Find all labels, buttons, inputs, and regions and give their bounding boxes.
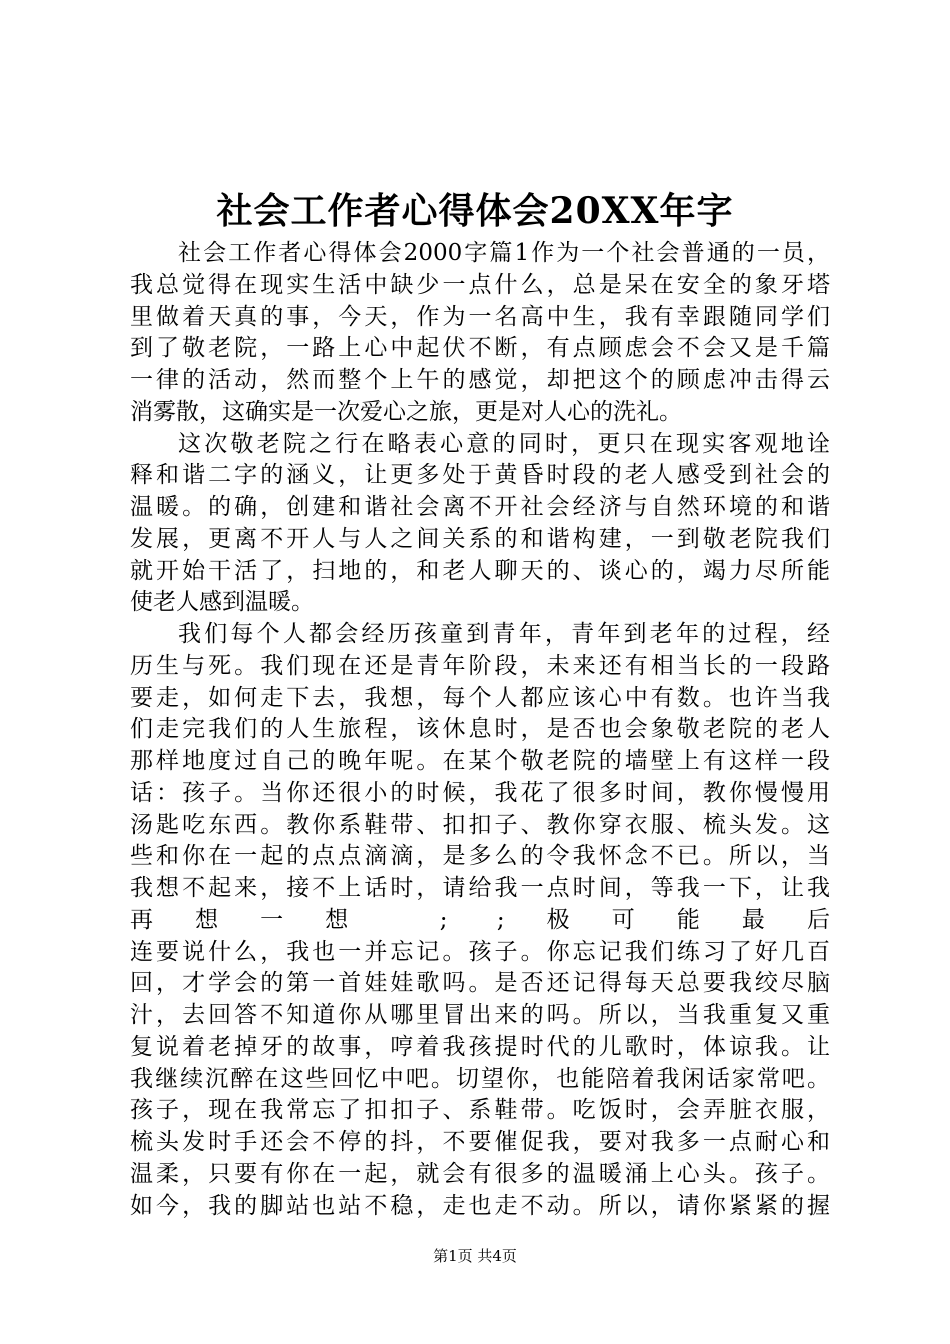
- text-line: 梳头发时手还会不停的抖，不要催促我，要对我多一点耐心和: [130, 1129, 830, 1155]
- document-title: 社会工作者心得体会20XX年字: [216, 190, 734, 232]
- text-line: 些和你在一起的点点滴滴，是多么的令我怀念不已。所以，当: [130, 843, 830, 870]
- text-line: 就开始干活了，扫地的，和老人聊天的、谈心的，竭力尽所能: [130, 557, 830, 584]
- text-line: 们走完我们的人生旅程，该休息时，是否也会象敬老院的老人: [130, 716, 830, 743]
- text-line: 话：孩子。当你还很小的时候，我花了很多时间，教你慢慢用: [130, 779, 830, 806]
- text-line: 里做着天真的事，今天，作为一名高中生，我有幸跟随同学们: [130, 303, 830, 330]
- text-line: 再想一想 ; ;极可能最后: [130, 906, 830, 933]
- text-line: 历生与死。我们现在还是青年阶段，未来还有相当长的一段路: [130, 652, 830, 679]
- text-line: 到了敬老院，一路上心中起伏不断，有点顾虑会不会又是千篇: [130, 335, 830, 362]
- text-line: 要走，如何走下去，我想，每个人都应该心中有数。也许当我: [130, 684, 830, 711]
- text-line: 那样地度过自己的晚年呢。在某个敬老院的墙壁上有这样一段: [130, 748, 830, 774]
- text-line: 消雾散，这确实是一次爱心之旅，更是对人心的洗礼。: [130, 398, 682, 425]
- text-line: 复说着老掉牙的故事，哼着我孩提时代的儿歌时，体谅我。让: [130, 1033, 830, 1060]
- text-line: 这次敬老院之行在略表心意的同时，更只在现实客观地诠: [178, 430, 830, 457]
- text-line: 温柔，只要有你在一起，就会有很多的温暖涌上心头。孩子。: [130, 1160, 830, 1187]
- text-line: 我继续沉醉在这些回忆中吧。切望你，也能陪着我闲话家常吧。: [130, 1065, 830, 1092]
- text-line: 使老人感到温暖。: [130, 589, 314, 616]
- text-line: 孩子，现在我常忘了扣扣子、系鞋带。吃饭时，会弄脏衣服，: [130, 1097, 830, 1124]
- text-line: 释和谐二字的涵义，让更多处于黄昏时段的老人感受到社会的: [130, 462, 830, 489]
- text-line: 回，才学会的第一首娃娃歌吗。是否还记得每天总要我绞尽脑: [130, 970, 830, 997]
- text-line: 连要说什么，我也一并忘记。孩子。你忘记我们练习了好几百: [130, 938, 830, 965]
- text-line: 我们每个人都会经历孩童到青年，青年到老年的过程，经: [178, 621, 830, 647]
- text-line: 我总觉得在现实生活中缺少一点什么，总是呆在安全的象牙塔: [130, 271, 830, 298]
- page-footer: 第1页 共4页: [433, 1247, 517, 1265]
- text-line: 一律的活动，然而整个上午的感觉，却把这个的顾虑冲击得云: [130, 367, 830, 393]
- text-line: 我想不起来，接不上话时，请给我一点时间，等我一下，让我: [130, 875, 830, 901]
- text-line: 社会工作者心得体会2000字篇1作为一个社会普通的一员，: [178, 240, 830, 266]
- document-body: [130, 238, 830, 1222]
- text-line: 汁，去回答不知道你从哪里冒出来的吗。所以，当我重复又重: [130, 1002, 830, 1028]
- text-line: 温暖。的确，创建和谐社会离不开社会经济与自然环境的和谐: [130, 494, 830, 520]
- text-line: 如今，我的脚站也站不稳，走也走不动。所以，请你紧紧的握: [130, 1192, 830, 1219]
- text-line: 汤匙吃东西。教你系鞋带、扣扣子、教你穿衣服、梳头发。这: [130, 811, 830, 838]
- text-line: 发展，更离不开人与人之间关系的和谐构建，一到敬老院我们: [130, 525, 830, 552]
